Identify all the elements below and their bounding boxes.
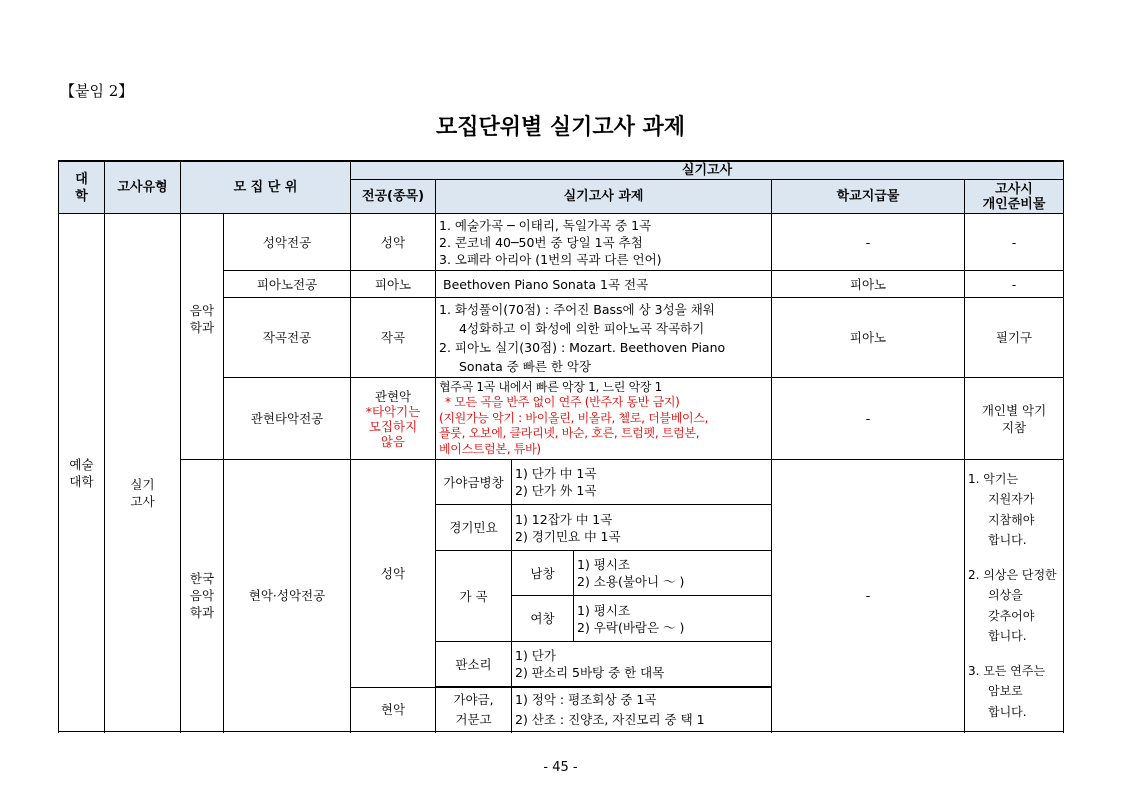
college-cell: 예술 대학 <box>59 214 105 732</box>
school-orchestral: - <box>772 378 965 460</box>
page-title: 모집단위별 실기고사 과제 <box>435 115 686 140</box>
major-vocal: 성악 <box>351 214 436 271</box>
unit-korean: 현악·성악전공 <box>224 460 351 732</box>
music-dept-cell: 음악 학과 <box>181 214 224 460</box>
pansori-items: 1) 단가 2) 판소리 5바탕 중 한 대목 <box>512 642 772 687</box>
header-exam-type: 고사유형 <box>105 161 181 214</box>
major-piano: 피아노 <box>351 271 436 298</box>
korean-dept-cell: 한국 음악 학과 <box>181 460 224 732</box>
gyeonggi-label: 경기민요 <box>436 505 512 551</box>
gagok-label: 가 곡 <box>436 551 512 642</box>
pansori-label: 판소리 <box>436 642 512 687</box>
gagok-male-label: 남창 <box>512 551 574 596</box>
header-personal: 고사시 개인준비물 <box>965 180 1064 214</box>
major-korean-strings: 현악 <box>351 688 436 732</box>
unit-piano: 피아노전공 <box>224 271 351 298</box>
task-composition: 1. 화성풀이(70점) : 주어진 Bass에 상 3성을 채워 4성화하고 이 화성에 의한 피아노곡 작곡하기 2. 피아노 실기(30점) : Mozart. Beethoven Piano Sonata 중 빠른 한 악장 <box>436 298 772 378</box>
header-major: 전공(종목) <box>351 180 436 214</box>
personal-composition: 필기구 <box>965 298 1064 378</box>
major-orchestral: 관현악 *타악기는 모집하지 않음 <box>351 378 436 460</box>
header-school-supplied: 학교지급물 <box>772 180 965 214</box>
unit-orchestral: 관현타악전공 <box>224 378 351 460</box>
personal-piano: - <box>965 271 1064 298</box>
personal-orchestral: 개인별 악기 지참 <box>965 378 1064 460</box>
page-number: - 45 - <box>543 760 578 775</box>
school-piano: 피아노 <box>772 271 965 298</box>
unit-vocal: 성악전공 <box>224 214 351 271</box>
gayageum-song-label: 가야금병창 <box>436 460 512 505</box>
school-vocal: - <box>772 214 965 271</box>
strings-items: 1) 정악 : 평조회상 중 1곡 2) 산조 : 진양조, 자진모리 중 택 1 <box>512 688 772 732</box>
personal-vocal: - <box>965 214 1064 271</box>
header-practical: 실기고사 <box>351 161 1064 180</box>
gagok-female-label: 여창 <box>512 596 574 642</box>
header-college: 대 학 <box>59 161 105 214</box>
exam-table <box>58 160 1064 732</box>
task-piano: Beethoven Piano Sonata 1곡 전곡 <box>436 271 772 298</box>
school-composition: 피아노 <box>772 298 965 378</box>
unit-composition: 작곡전공 <box>224 298 351 378</box>
attachment-label: 【붙임 2】 <box>60 82 134 100</box>
major-composition: 작곡 <box>351 298 436 378</box>
personal-korean: 1. 악기는 지원자가 지참해야 합니다. 2. 의상은 단정한 의상을 갖추어야 합니다. 3. 모든 연주는 암보로 합니다. <box>965 460 1064 732</box>
task-vocal: 1. 예술가곡 ─ 이태리, 독일가곡 중 1곡 2. 콘코네 40─50번 중 당일 1곡 추첨 3. 오페라 아리아 (1번의 곡과 다른 언어) <box>436 214 772 271</box>
task-orchestral: 협주곡 1곡 내에서 빠른 악장 1, 느린 악장 1 * 모든 곡을 반주 없이 연주 (반주자 동반 금지) (지원가능 악기 : 바이올린, 비올라, 첼로, 더블베이스, 플룻, 오보에, 클라리넷, 바순, 호른, 트럼펫, 트럼본, 베이스트럼본, 튜바) <box>436 378 772 460</box>
gayageum-song-items: 1) 단가 中 1곡 2) 단가 外 1곡 <box>512 460 772 505</box>
gagok-female-items: 1) 평시조 2) 우락(바람은 ～ ) <box>574 596 772 642</box>
gagok-male-items: 1) 평시조 2) 소용(불아니 ～ ) <box>574 551 772 596</box>
strings-label: 가야금, 거문고 <box>436 688 512 732</box>
school-korean: - <box>772 460 965 732</box>
header-unit: 모 집 단 위 <box>181 161 351 214</box>
header-task: 실기고사 과제 <box>436 180 772 214</box>
gyeonggi-items: 1) 12잡가 中 1곡 2) 경기민요 中 1곡 <box>512 505 772 551</box>
exam-type-cell: 실기 고사 <box>105 214 181 732</box>
major-korean-vocal: 성악 <box>351 460 436 688</box>
